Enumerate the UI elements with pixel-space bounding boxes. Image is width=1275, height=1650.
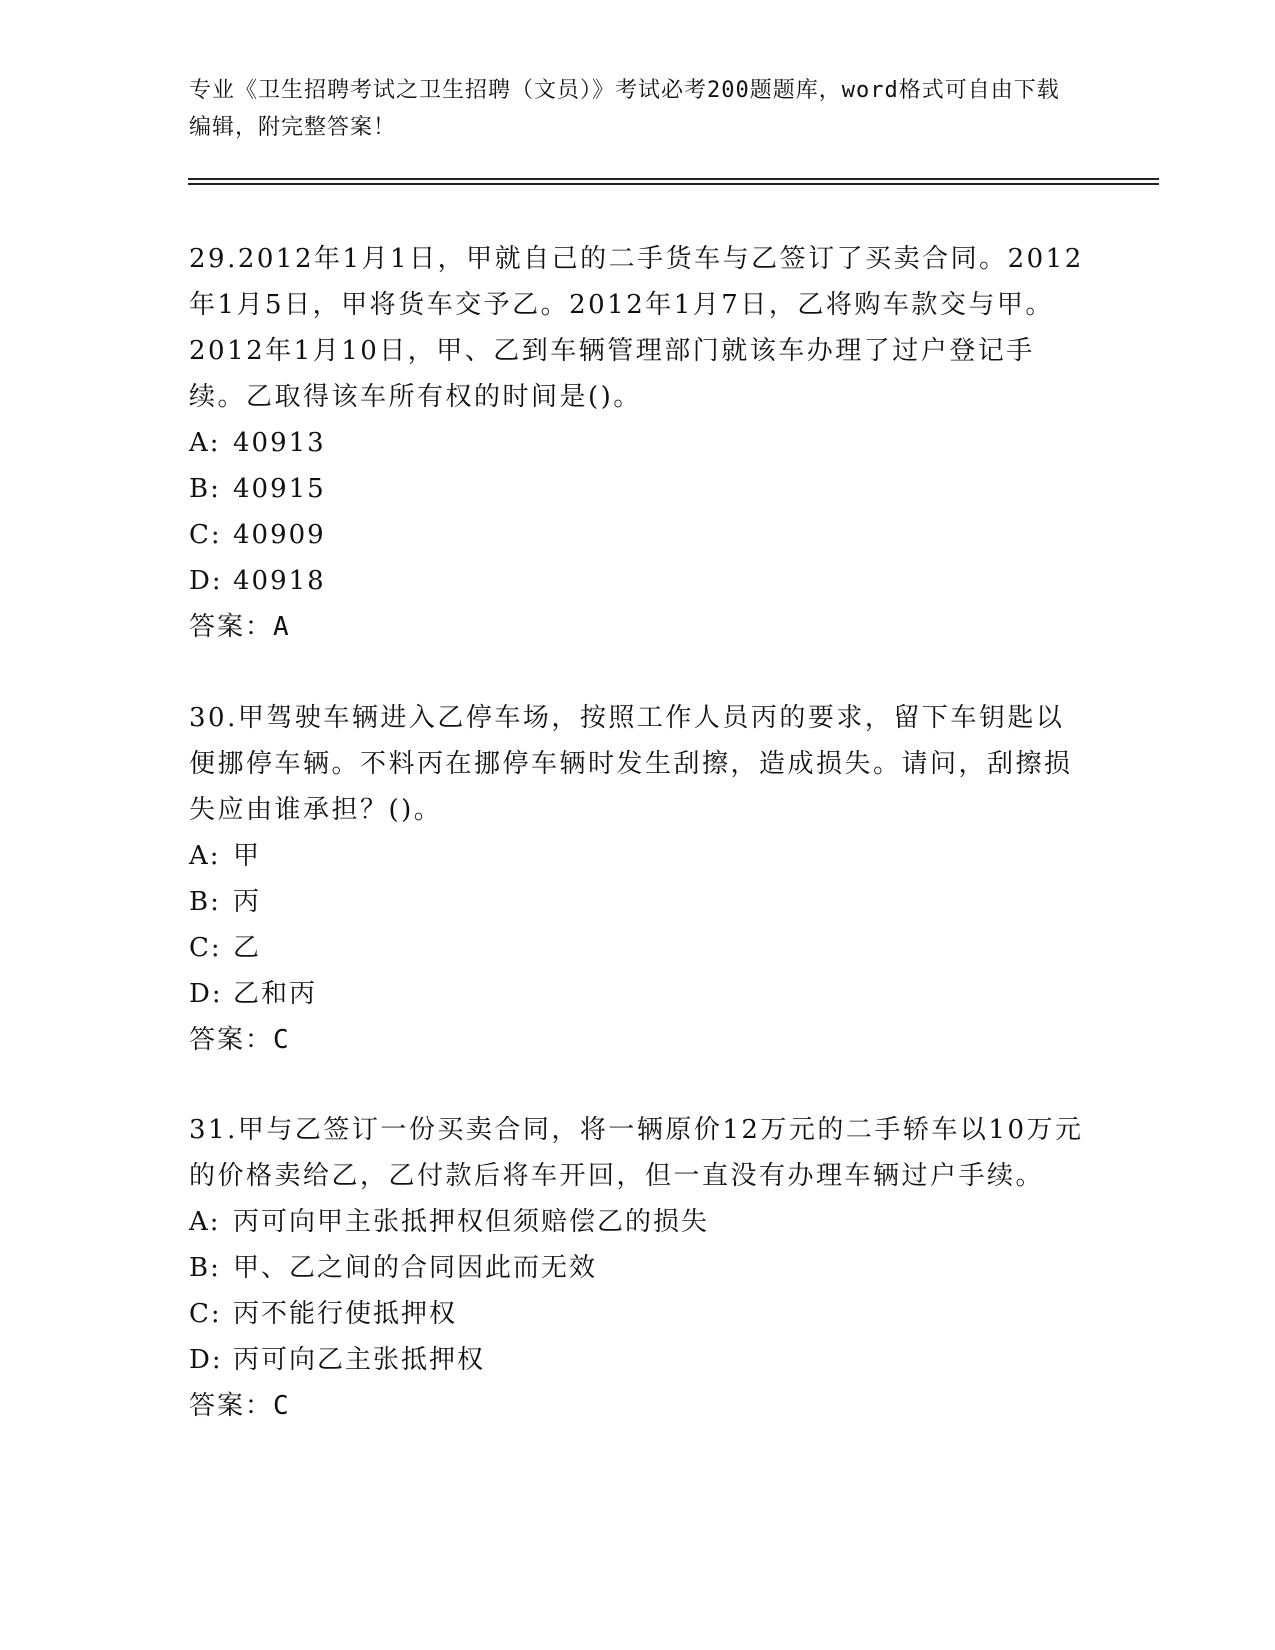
header-divider-top <box>188 178 1159 180</box>
option-letter: B: <box>189 1253 221 1283</box>
option-a <box>189 420 1089 466</box>
answer: 答案：C <box>189 1025 291 1055</box>
question-31 <box>189 1107 1089 1429</box>
option-text: 乙和丙 <box>233 979 318 1009</box>
option-text: 甲 <box>233 841 262 871</box>
answer: 答案：A <box>189 612 291 642</box>
question-text: 31.甲与乙签订一份买卖合同，将一辆原价12万元的二手轿车以10万元的价格卖给乙，乙付款后将车开回，但一直没有办理车辆过户手续。 <box>189 1115 1084 1191</box>
option-a <box>189 833 1089 879</box>
question-30 <box>189 695 1089 1063</box>
option-letter: C: <box>189 1299 222 1329</box>
option-letter: C: <box>189 520 222 550</box>
document-header: 专业《卫生招聘考试之卫生招聘（文员）》考试必考200题题库，word格式可自由下载编辑，附完整答案！ <box>189 78 1060 140</box>
option-text: 40918 <box>233 566 326 596</box>
option-text: 丙可向乙主张抵押权 <box>233 1345 486 1375</box>
option-letter: C: <box>189 933 222 963</box>
option-letter: B: <box>189 474 221 504</box>
option-d <box>189 971 1089 1017</box>
option-text: 甲、乙之间的合同因此而无效 <box>233 1253 598 1283</box>
option-c <box>189 925 1089 971</box>
option-d <box>189 1337 1089 1383</box>
option-b <box>189 879 1089 925</box>
question-text: 30.甲驾驶车辆进入乙停车场，按照工作人员丙的要求，留下车钥匙以便挪停车辆。不料丙在挪停车辆时发生刮擦，造成损失。请问，刮擦损失应由谁承担？()。 <box>189 703 1073 825</box>
option-text: 乙 <box>233 933 262 963</box>
header-divider-bottom <box>188 183 1159 185</box>
option-text: 40913 <box>233 428 326 458</box>
option-letter: A: <box>189 1207 221 1237</box>
option-letter: D: <box>189 566 223 596</box>
option-text: 丙 <box>233 887 262 917</box>
option-text: 丙不能行使抵押权 <box>233 1299 458 1329</box>
option-letter: D: <box>189 1345 223 1375</box>
option-letter: A: <box>189 428 221 458</box>
option-b <box>189 466 1089 512</box>
option-d <box>189 558 1089 604</box>
option-b <box>189 1245 1089 1291</box>
option-text: 丙可向甲主张抵押权但须赔偿乙的损失 <box>233 1207 710 1237</box>
question-29 <box>189 236 1089 650</box>
option-letter: A: <box>189 841 221 871</box>
question-text: 29.2012年1月1日，甲就自己的二手货车与乙签订了买卖合同。2012年1月5日，甲将货车交予乙。2012年1月7日，乙将购车款交与甲。2012年1月10日，甲、乙到车辆管理部门就该车办理了过户登记手续。乙取得该车所有权的时间是()。 <box>189 244 1084 412</box>
option-letter: B: <box>189 887 221 917</box>
answer: 答案：C <box>189 1391 291 1421</box>
option-c <box>189 1291 1089 1337</box>
option-c <box>189 512 1089 558</box>
option-a <box>189 1199 1089 1245</box>
option-letter: D: <box>189 979 223 1009</box>
option-text: 40915 <box>233 474 326 504</box>
option-text: 40909 <box>233 520 326 550</box>
